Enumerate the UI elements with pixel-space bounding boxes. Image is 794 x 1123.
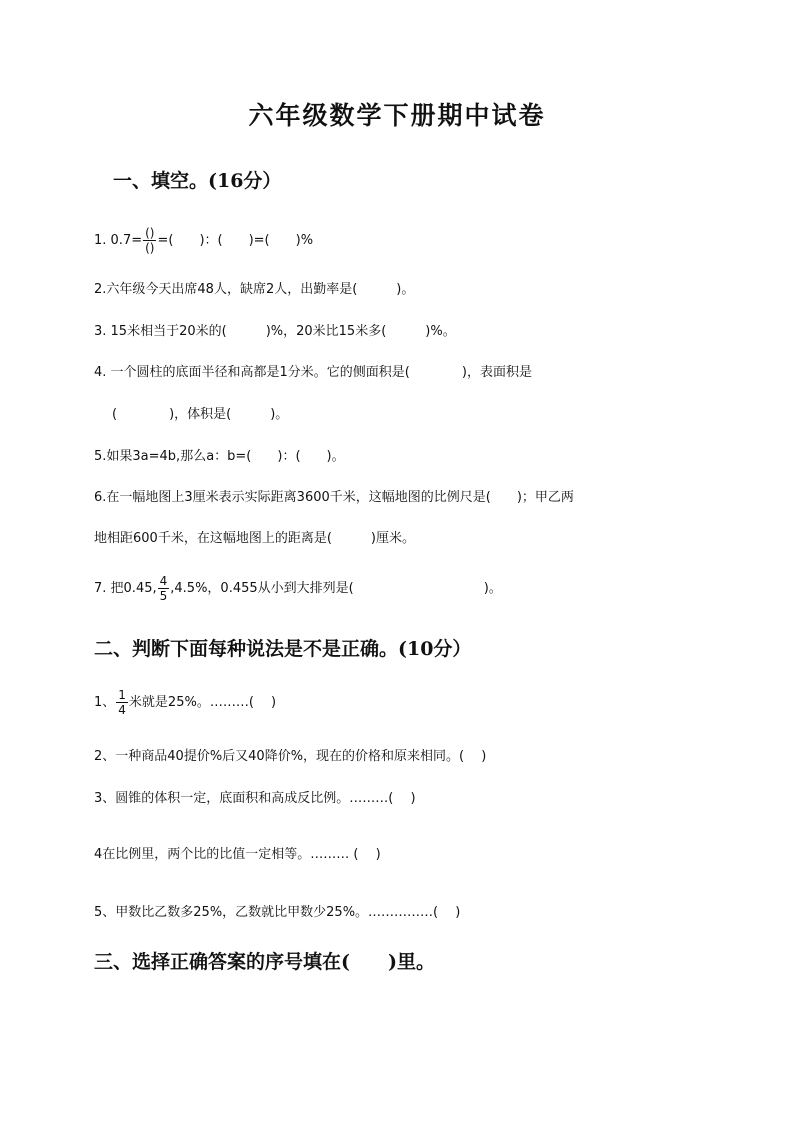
question-1-post: =( )：( )=( )% bbox=[157, 233, 314, 248]
section-2-heading: 二、判断下面每种说法是不是正确。(10分） bbox=[94, 638, 472, 660]
fraction-denominator: 5 bbox=[159, 589, 168, 603]
question-7-pre: 7. 把0.45, bbox=[94, 581, 157, 596]
question-2: 2.六年级今天出席48人，缺席2人，出勤率是( )。 bbox=[94, 282, 415, 297]
question-7-post: ,4.5%，0.455从小到大排列是( )。 bbox=[170, 581, 502, 596]
question-1 bbox=[94, 226, 313, 255]
statement-3: 3、圆锥的体积一定，底面积和高成反比例。………( ) bbox=[94, 791, 416, 806]
statement-5: 5、甲数比乙数多25%，乙数就比甲数少25%。……………( ) bbox=[94, 905, 461, 920]
question-5: 5.如果3a=4b,那么a：b=( )：( )。 bbox=[94, 449, 345, 464]
fraction-one-quarter bbox=[116, 688, 128, 717]
question-6-line-2: 地相距600千米，在这幅地图上的距离是( )厘米。 bbox=[94, 531, 415, 546]
section-3-heading: 三、选择正确答案的序号填在( )里。 bbox=[94, 951, 435, 973]
question-1-pre: 1. 0.7= bbox=[94, 233, 143, 248]
fraction-numerator: 4 bbox=[159, 574, 168, 588]
fraction-blank bbox=[143, 226, 156, 255]
question-4-line-1: 4. 一个圆柱的底面半径和高都是1分米。它的侧面积是( )，表面积是 bbox=[94, 365, 532, 380]
page-title: 六年级数学下册期中试卷 bbox=[248, 101, 546, 130]
fraction-denominator: () bbox=[145, 241, 155, 255]
statement-1-post: 米就是25%。………( ) bbox=[128, 695, 277, 710]
section-1-heading: 一、填空。(16分） bbox=[113, 170, 282, 192]
fraction-denominator: 4 bbox=[118, 703, 126, 717]
question-3: 3. 15米相当于20米的( )%，20米比15米多( )%。 bbox=[94, 324, 456, 339]
fraction-numerator: 1 bbox=[118, 688, 126, 702]
fraction-numerator: () bbox=[145, 226, 155, 240]
statement-4: 4在比例里，两个比的比值一定相等。……… ( ) bbox=[94, 847, 381, 862]
question-4-line-2: ( )，体积是( )。 bbox=[112, 407, 289, 422]
fraction-four-fifths bbox=[158, 574, 170, 603]
question-7 bbox=[94, 574, 502, 603]
statement-1 bbox=[94, 688, 276, 717]
statement-2: 2、一种商品40提价%后又40降价%，现在的价格和原来相同。( ) bbox=[94, 749, 487, 764]
statement-1-pre: 1、 bbox=[94, 695, 116, 710]
question-6-line-1: 6.在一幅地图上3厘米表示实际距离3600千米，这幅地图的比例尺是( )；甲乙两 bbox=[94, 490, 574, 505]
